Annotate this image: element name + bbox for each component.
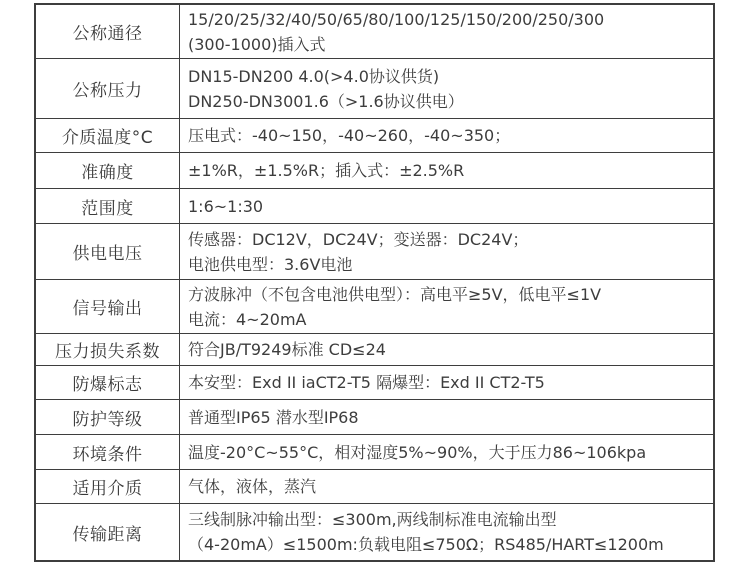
table-row [36, 470, 713, 504]
value-line: 1:6~1:30 [188, 196, 264, 216]
value-line: DN15-DN200 4.0(>4.0协议供货) [188, 66, 440, 86]
value-line: 压电式：-40~150，-40~260，-40~350； [188, 126, 511, 145]
value-line: 普通型IP65 潜水型IP68 [188, 407, 359, 427]
row-value [180, 470, 713, 503]
row-label: 压力损失系数 [36, 334, 180, 365]
row-label: 公称通径 [36, 5, 180, 58]
row-label: 环境条件 [36, 435, 180, 469]
value-line: 三线制脉冲输出型：≤300m,两线制标准电流输出型 [188, 510, 557, 529]
row-label: 信号输出 [36, 280, 180, 333]
table-row [36, 280, 713, 334]
value-line: (300-1000)插入式 [188, 34, 326, 54]
row-label: 准确度 [36, 153, 180, 188]
value-line: 15/20/25/32/40/50/65/80/100/125/150/200/250/300 [188, 9, 605, 29]
row-value [180, 334, 713, 365]
row-value [180, 366, 713, 399]
row-label: 防护等级 [36, 400, 180, 434]
spec-table [34, 3, 715, 562]
row-value [180, 5, 713, 58]
value-line: 本安型：Exd II iaCT2-T5 隔爆型：Exd II CT2-T5 [188, 373, 545, 392]
row-label: 范围度 [36, 189, 180, 223]
row-value [180, 435, 713, 469]
table-row [36, 334, 713, 366]
table-row [36, 504, 713, 560]
row-label: 介质温度°C [36, 119, 180, 152]
table-row [36, 189, 713, 224]
value-line: 气体，液体，蒸汽 [188, 477, 317, 496]
value-line: 温度-20°C~55°C，相对湿度5%~90%，大于压力86~106kpa [188, 442, 647, 462]
value-line: 电池供电型：3.6V电池 [188, 254, 353, 274]
value-line: ±1%R，±1.5%R；插入式：±2.5%R [188, 161, 465, 180]
row-value [180, 400, 713, 434]
table-row [36, 224, 713, 280]
value-line: 方波脉冲（不包含电池供电型）：高电平≥5V，低电平≤1V [188, 284, 602, 304]
table-row [36, 59, 713, 119]
table-row [36, 435, 713, 470]
row-label: 传输距离 [36, 504, 180, 560]
row-value [180, 119, 713, 152]
row-value [180, 504, 713, 560]
table-row [36, 366, 713, 400]
table-row [36, 5, 713, 59]
table-row [36, 400, 713, 435]
value-line: 符合JB/T9249标准 CD≤24 [188, 340, 386, 359]
row-label: 供电电压 [36, 224, 180, 279]
row-value [180, 59, 713, 118]
value-line: 传感器：DC12V，DC24V；变送器：DC24V； [188, 229, 529, 249]
row-value [180, 280, 713, 333]
table-row [36, 153, 713, 189]
row-label: 适用介质 [36, 470, 180, 503]
row-label: 公称压力 [36, 59, 180, 118]
row-value [180, 189, 713, 223]
table-row [36, 119, 713, 153]
row-value [180, 153, 713, 188]
value-line: 电流：4~20mA [188, 309, 307, 329]
value-line: DN250-DN3001.6（>1.6协议供电） [188, 91, 464, 111]
row-value [180, 224, 713, 279]
value-line: （4-20mA）≤1500m:负载电阻≤750Ω；RS485/HART≤1200m [188, 535, 664, 554]
row-label: 防爆标志 [36, 366, 180, 399]
